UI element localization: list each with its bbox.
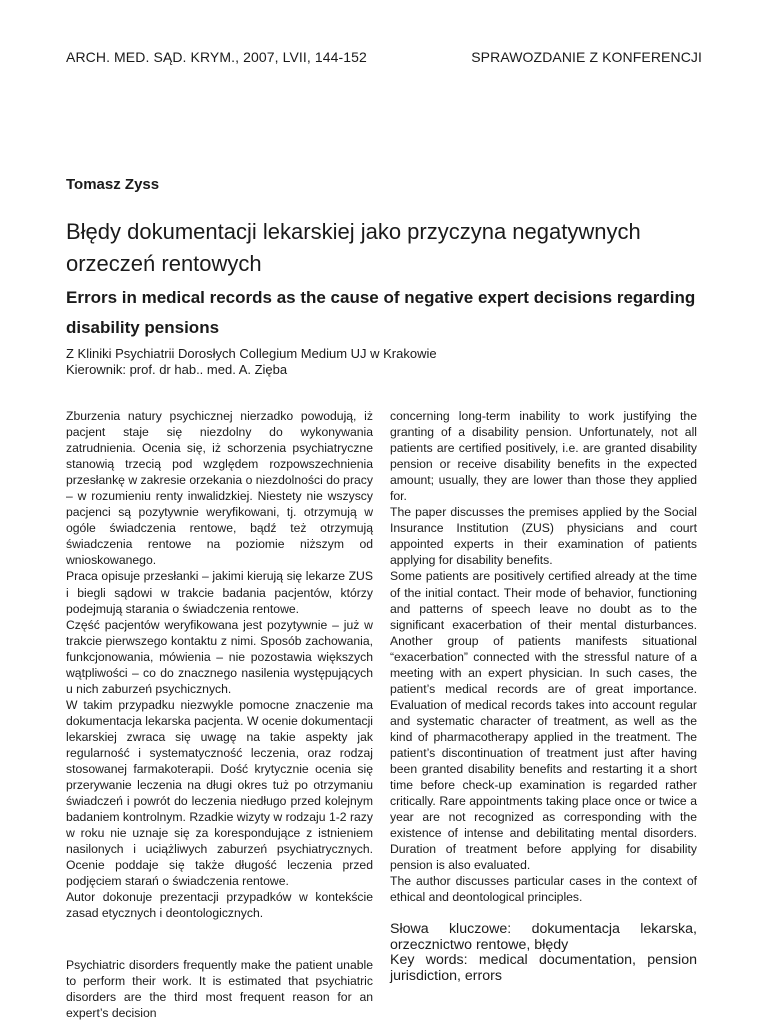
abstract-pl-paragraph: Autor dokonuje prezentacji przypadków w kontekście zasad etycznych i deontologicznych. — [66, 890, 373, 921]
abstract-en-paragraph: The paper discusses the premises applied by the Social Insurance Institution (ZUS) physicians and court appointed experts in their examination of patients applying for disability benefits. — [390, 505, 697, 568]
abstract-polish — [66, 408, 373, 922]
section-label: SPRAWOZDANIE Z KONFERENCJI — [471, 49, 702, 65]
title-english: Errors in medical records as the cause of negative expert decisions regarding disability pensions — [66, 288, 696, 337]
journal-citation: ARCH. MED. SĄD. KRYM., 2007, LVII, 144-152 — [66, 49, 367, 65]
author-name: Tomasz Zyss — [66, 176, 160, 193]
keywords-block — [390, 922, 697, 984]
keywords-polish: Słowa kluczowe: dokumentacja lekarska, orzecznictwo rentowe, błędy — [390, 921, 697, 953]
left-column — [66, 408, 373, 1021]
abstract-english — [390, 408, 697, 905]
abstract-en-paragraph: The author discusses particular cases in the context of ethical and deontological principles. — [390, 874, 697, 905]
right-column — [390, 408, 697, 984]
abstract-pl-paragraph: Część pacjentów weryfikowana jest pozytywnie – już w trakcie pierwszego kontaktu z nimi. Sposób zachowania, funkcjonowania, mówienia – nie pozostawia większych wątpliwości – co do znacznego nasilenia występujących u nich zaburzeń psychicznych. — [66, 617, 373, 696]
keywords-english: Key words: medical documentation, pension jurisdiction, errors — [390, 952, 697, 984]
affiliation: Z Kliniki Psychiatrii Dorosłych Collegium Medium UJ w Krakowie — [66, 346, 437, 361]
abstract-en-paragraph: Some patients are positively certified already at the time of the initial contact. Their mode of behavior, functioning and patterns of speech leave no doubt as to the significant exacerbation of their mental disturbances. Another group of patients manifests situational “exacerbation” connected with the stressful nature of a meeting with an expert physician. In such cases, the patient’s medical records are of great importance. Evaluation of medical records takes into account regular and systematic character of treatment, as well as the kind of pharmacotherapy applied in the treatment. The patient’s discontinuation of treatment just after having been granted disability benefits and restarting it a short time before check-up examination is regarded rather critically. Rare appointments taking place once or twice a year are not recognized as corresponding with the existence of intense and debilitating mental disorders. Duration of treatment before applying for disability pension is also evaluated. — [390, 569, 697, 873]
title-polish: Błędy dokumentacji lekarskiej jako przyczyna negatywnych orzeczeń rentowych — [66, 219, 641, 276]
abstract-en-paragraph: concerning long-term inability to work justifying the granting of a disability pension. Unfortunately, not all patients are certified positively, i.e. are granted disability pension or receive disability benefits in the expected amount; usually, they are lower than those they applied for. — [390, 409, 697, 504]
abstract-pl-paragraph: Zburzenia natury psychicznej nierzadko powodują, iż pacjent staje się niezdolny do wykonywania zatrudnienia. Ocenia się, iż schorzenia psychiatryczne stanowią trzecią pod względem rozpowszechnienia przesłankę w zakresie orzekania o niezdolności do pracy – w rozumieniu renty inwalidzkiej. Niestety nie wszyscy pacjenci są pozytywnie weryfikowani, tj. otrzymują w ogóle świadczenia rentowe, bądź też otrzymują świadczenia rentowe na poziomie niższym od wnioskowanego. — [66, 409, 373, 568]
abstract-pl-paragraph: W takim przypadku niezwykle pomocne znaczenie ma dokumentacja lekarska pacjenta. W ocenie dokumentacji lekarskiej zwraca się uwagę na takie aspekty jak regularność i systematyczność leczenia, oraz rodzaj stosowanej farmakoterapii. Dość krytycznie ocenia się przerywanie leczenia na długi okres tuż po otrzymaniu świadczeń i powrót do leczenia niedługo przed kolejnym badaniem kontrolnym. Rzadkie wizyty w rodzaju 1-2 razy w roku nie uznaje się za korespondujące z istnieniem nasilonych i uciążliwych zaburzeń psychiatrycznych. Ocenie poddaje się także długość leczenia przed podjęciem starań o świadczenia rentowe. — [66, 697, 373, 889]
abstract-en-paragraph: Psychiatric disorders frequently make the patient unable to perform their work. It is estimated that psychiatric disorders are the third most frequent reason for an expert’s decision — [66, 957, 373, 1020]
department-head: Kierownik: prof. dr hab.. med. A. Zięba — [66, 362, 288, 377]
affiliation-block — [66, 346, 437, 378]
abstract-pl-paragraph: Praca opisuje przesłanki – jakimi kierują się lekarze ZUS i biegli sądowi w trakcie badania pacjentów, którzy podejmują starania o świadczenia rentowe. — [66, 569, 373, 616]
